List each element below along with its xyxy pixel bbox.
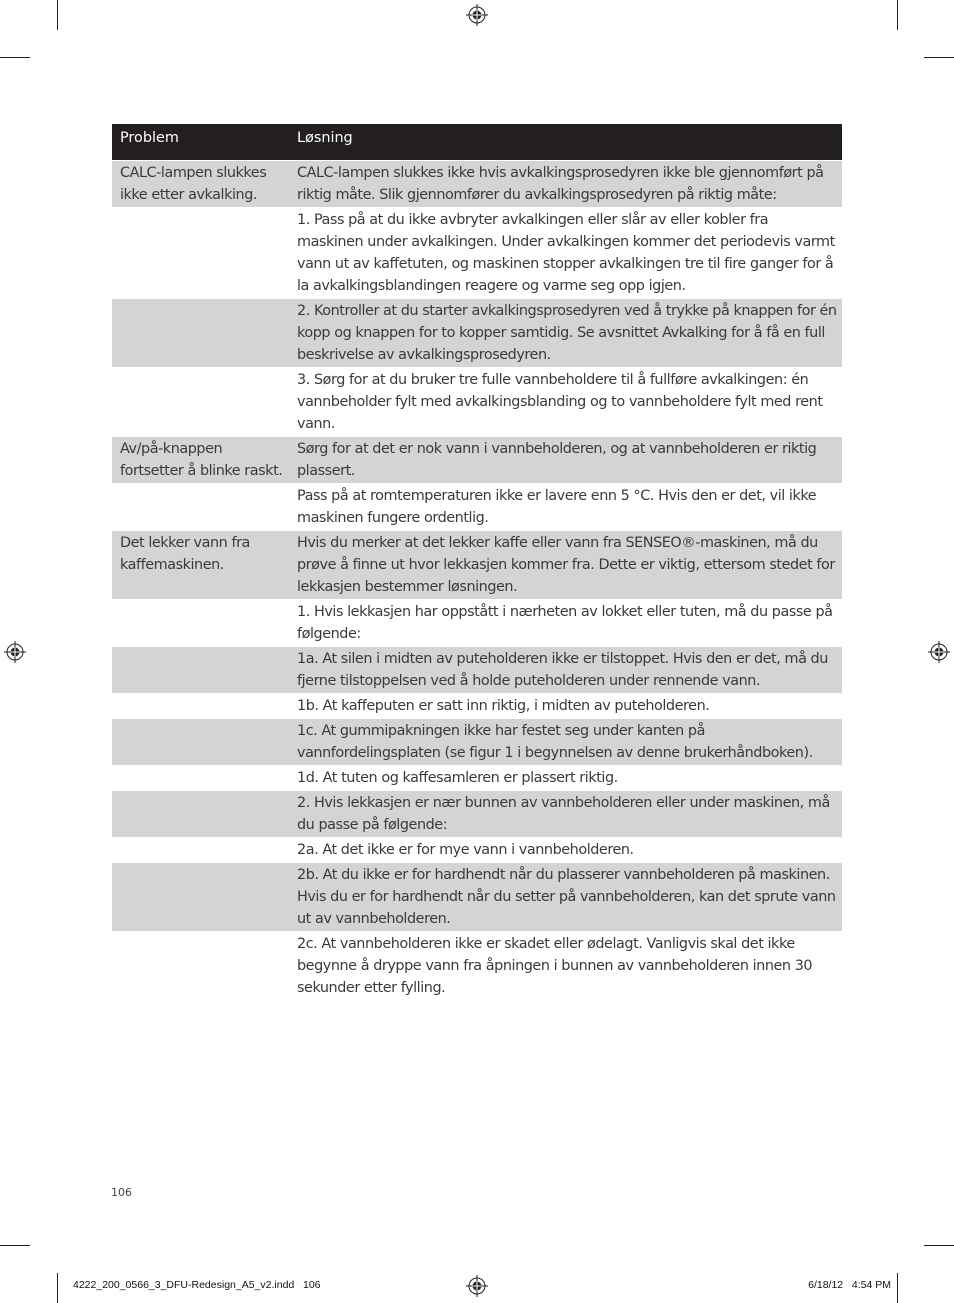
table-row (112, 599, 842, 646)
crop-mark (0, 1245, 30, 1246)
problem-cell: Av/på-knappen fortsetter å blinke raskt. (112, 436, 289, 483)
problem-cell (112, 483, 289, 530)
solution-cell: 2. Kontroller at du starter avkalkingsprosedyren ved å trykke på knappen for én kopp og knappen for to kopper samtidig. Se avsnittet Avkalking for å få en full beskrivelse av avkalkingsprosedyren. (289, 298, 842, 367)
solution-cell: 2c. At vannbeholderen ikke er skadet eller ødelagt. Vanligvis skal det ikke begynne å dryppe vann fra åpningen i bunnen av vannbeholderen innen 30 sekunder etter fylling. (289, 931, 842, 1000)
problem-cell (112, 790, 289, 837)
table-row (112, 646, 842, 693)
solution-cell: CALC-lampen slukkes ikke hvis avkalkingsprosedyren ikke ble gjennomført på riktig måte. Slik gjennomfører du avkalkingsprosedyren på riktig måte: (289, 160, 842, 207)
crop-mark (57, 1273, 58, 1303)
solution-cell: 1a. At silen i midten av puteholderen ikke er tilstoppet. Hvis den er det, må du fjerne tilstoppelsen ved å holde puteholderen under rennende vann. (289, 646, 842, 693)
solution-cell: Pass på at romtemperaturen ikke er lavere enn 5 °C. Hvis den er det, vil ikke maskinen fungere ordentlig. (289, 483, 842, 530)
problem-cell (112, 718, 289, 765)
table-header-row (112, 124, 842, 160)
problem-cell (112, 298, 289, 367)
solution-cell: 2. Hvis lekkasjen er nær bunnen av vannbeholderen eller under maskinen, må du passe på følgende: (289, 790, 842, 837)
problem-cell (112, 599, 289, 646)
table-row (112, 298, 842, 367)
solution-cell: 1c. At gummipakningen ikke har festet seg under kanten på vannfordelingsplaten (se figur 1 i begynnelsen av denne brukerhåndboken). (289, 718, 842, 765)
troubleshooting-table (112, 124, 842, 1000)
crop-mark (57, 0, 58, 30)
solution-cell: Sørg for at det er nok vann i vannbeholderen, og at vannbeholderen er riktig plassert. (289, 436, 842, 483)
problem-cell: CALC-lampen slukkes ikke etter avkalking. (112, 160, 289, 207)
table-row (112, 367, 842, 436)
solution-cell: 1d. At tuten og kaffesamleren er plassert riktig. (289, 765, 842, 790)
crop-mark (897, 1273, 898, 1303)
table-row (112, 483, 842, 530)
solution-cell: 1. Hvis lekkasjen har oppstått i nærheten av lokket eller tuten, må du passe på følgende: (289, 599, 842, 646)
table-row (112, 207, 842, 298)
crop-mark (897, 0, 898, 30)
header-solution: Løsning (289, 124, 842, 160)
table-body (112, 160, 842, 1000)
table-row (112, 790, 842, 837)
table-row (112, 530, 842, 599)
problem-cell (112, 367, 289, 436)
table-row (112, 436, 842, 483)
table-row (112, 693, 842, 718)
footer-file-info: 4222_200_0566_3_DFU-Redesign_A5_v2.indd 106 (73, 1279, 321, 1291)
header-problem: Problem (112, 124, 289, 160)
crop-mark (924, 57, 954, 58)
crop-mark (924, 1245, 954, 1246)
problem-cell (112, 765, 289, 790)
table-row (112, 765, 842, 790)
registration-mark-icon (466, 1275, 488, 1297)
problem-cell (112, 693, 289, 718)
table-row (112, 718, 842, 765)
table-row (112, 931, 842, 1000)
problem-cell (112, 931, 289, 1000)
solution-cell: 1b. At kaffeputen er satt inn riktig, i midten av puteholderen. (289, 693, 842, 718)
solution-cell: 3. Sørg for at du bruker tre fulle vannbeholdere til å fullføre avkalkingen: én vannbeholder fylt med avkalkingsblanding og to vannbeholdere fylt med rent vann. (289, 367, 842, 436)
table-row (112, 160, 842, 207)
solution-cell: 2a. At det ikke er for mye vann i vannbeholderen. (289, 837, 842, 862)
footer-date-time: 6/18/12 4:54 PM (808, 1279, 891, 1291)
solution-cell: 2b. At du ikke er for hardhendt når du plasserer vannbeholderen på maskinen. Hvis du er for hardhendt når du setter på vannbeholderen, kan det sprute vann ut av vannbeholderen. (289, 862, 842, 931)
problem-cell: Det lekker vann fra kaffemaskinen. (112, 530, 289, 599)
registration-mark-icon (4, 641, 26, 663)
problem-cell (112, 646, 289, 693)
registration-mark-icon (928, 641, 950, 663)
problem-cell (112, 207, 289, 298)
solution-cell: 1. Pass på at du ikke avbryter avkalkingen eller slår av eller kobler fra maskinen under avkalkingen. Under avkalkingen kommer det periodevis varmt vann ut av kaffetuten, og maskinen stopper avkalkingen tre til fire ganger for å la avkalkingsblandingen reagere og varme seg opp igjen. (289, 207, 842, 298)
table-row (112, 862, 842, 931)
problem-cell (112, 862, 289, 931)
table-row (112, 837, 842, 862)
solution-cell: Hvis du merker at det lekker kaffe eller vann fra SENSEO®-maskinen, må du prøve å finne ut hvor lekkasjen kommer fra. Dette er viktig, ettersom stedet for lekkasjen bestemmer løsningen. (289, 530, 842, 599)
registration-mark-icon (466, 4, 488, 26)
page-number: 106 (111, 1186, 132, 1199)
problem-cell (112, 837, 289, 862)
crop-mark (0, 57, 30, 58)
